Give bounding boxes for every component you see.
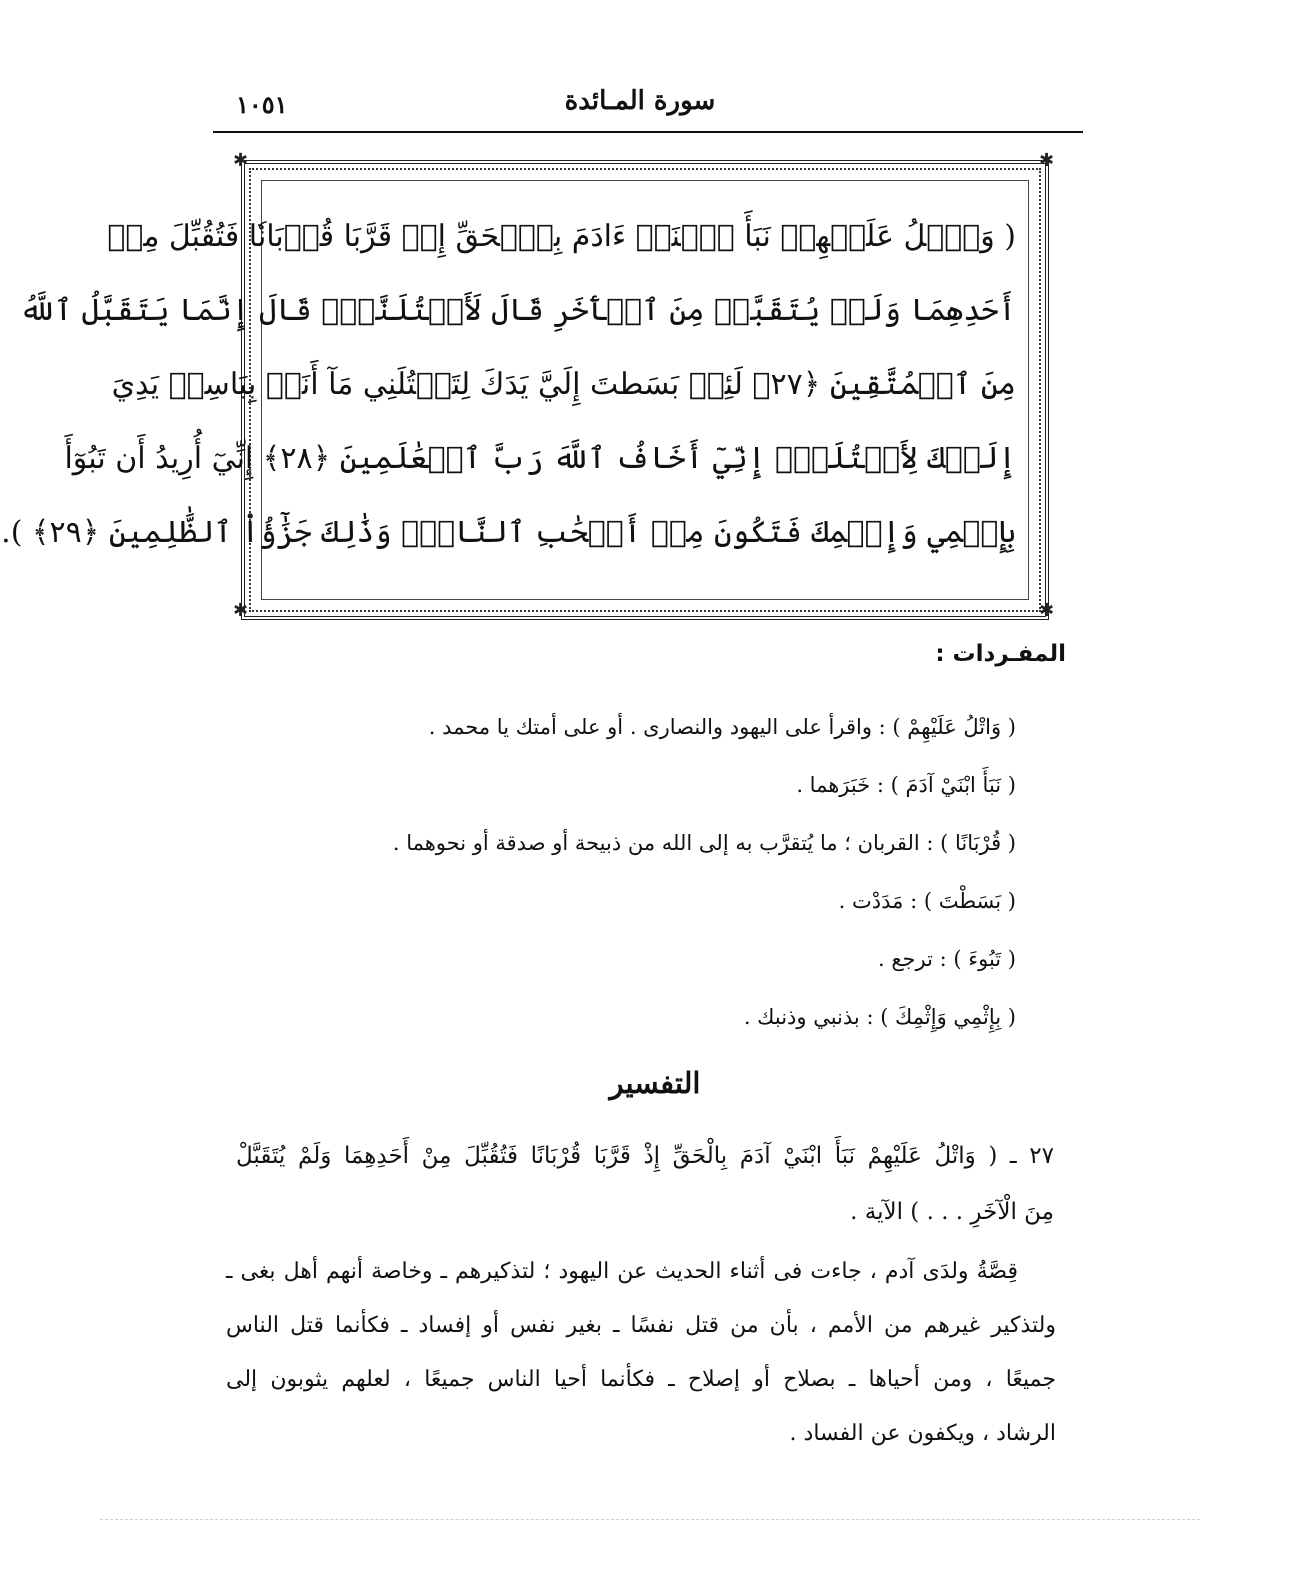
vocabulary-item: ( قُرْبَانًا ) : القربان ؛ ما يُتقرَّب به إلى الله من ذبيحة أو صدقة أو نحوهما . [392, 831, 1016, 855]
frame-corner-ornament: ✱ [1039, 150, 1055, 171]
tafsir-verse-reference [236, 1128, 1054, 1240]
verse-line: مِنَ ٱلۡمُتَّقِينَ ﴿٢٧﴾ لَئِنۢ بَسَطتَ إِلَيَّ يَدَكَ لِتَقۡتُلَنِي مَآ أَنَا۠ بِبَاسِطٖ يَدِيَ [111, 367, 1016, 402]
tafsir-body-line: قِصَّةُ ولدَى آدم ، جاءت فى أثناء الحديث عن اليهود ؛ لتذكيرهم ـ وخاصة أنهم أهل بغى ـ [226, 1259, 1018, 1284]
vocabulary-list [236, 698, 1016, 1046]
scan-artifact-line [100, 1519, 1200, 1522]
frame-corner-ornament: ✱ [1039, 600, 1055, 621]
vocabulary-item: ( تَبُوءَ ) : ترجع . [877, 947, 1016, 971]
quran-verse-text [1, 200, 1016, 590]
tafsir-body-line: ولتذكير غيرهم من الأمم ، بأن من قتل نفسًا ـ بغير نفس أو إفساد ـ فكأنما قتل الناس [226, 1313, 1056, 1338]
frame-corner-ornament: ✱ [233, 600, 249, 621]
verse-line: أَحَدِهِمَا وَلَمۡ يُتَقَبَّلۡ مِنَ ٱلۡأٓخَرِ قَالَ لَأَقۡتُلَنَّكَۖ قَالَ إِنَّمَا يَتَقَبَّلُ ٱللَّهُ [19, 293, 1016, 328]
tafsir-verse-line: ٢٧ ـ ( وَاتْلُ عَلَيْهِمْ نَبَأَ ابْنَيْ آدَمَ بِالْحَقِّ إِذْ قَرَّبَا قُرْبَانًا فَتُقُبِّلَ مِنْ أَحَدِهِمَا وَلَمْ يُتَقَبَّلْ [236, 1143, 1054, 1169]
tafsir-verse-line: مِنَ الْآخَرِ . . . ) الآية . [850, 1199, 1054, 1225]
vocabulary-item: ( وَاتْلُ عَلَيْهِمْ ) : واقرأ على اليهود والنصارى . أو على أمتك يا محمد . [428, 715, 1016, 739]
verse-line: ( وَٱتۡلُ عَلَيۡهِمۡ نَبَأَ ٱبۡنَيۡ ءَادَمَ بِٱلۡحَقِّ إِذۡ قَرَّبَا قُرۡبَانٗا فَتُقُبِّلَ مِنۡ [107, 219, 1016, 254]
frame-corner-ornament: ✱ [233, 150, 249, 171]
page-number: ١٠٥١ [236, 90, 288, 119]
tafsir-body-line: الرشاد ، ويكفون عن الفساد . [789, 1421, 1056, 1446]
tafsir-heading: التفسير [609, 1066, 701, 1100]
tafsir-body-line: جميعًا ، ومن أحياها ـ بصلاح أو إصلاح ـ فكأنما أحيا الناس جميعًا ، لعلهم يثوبون إلى [226, 1367, 1056, 1392]
verse-line: إِلَيۡكَ لِأَقۡتُلَكَۖ إِنِّيٓ أَخَافُ ٱللَّهَ رَبَّ ٱلۡعَٰلَمِينَ ﴿٢٨﴾ إِنِّيٓ أُرِيدُ أَن تَبُوٓأَ [64, 441, 1016, 476]
vocabulary-item: ( بِإِثْمِي وَإِثْمِكَ ) : بذنبي وذنبك . [743, 1005, 1016, 1029]
vocabulary-item: ( بَسَطْتَ ) : مَدَدْت . [838, 889, 1016, 913]
vocabulary-heading: المفـردات : [935, 641, 1066, 667]
tafsir-paragraph [226, 1245, 1056, 1461]
surah-title: سورة المـائدة [564, 86, 716, 116]
header-rule [213, 131, 1083, 133]
verse-line: بِإِثۡمِي وَإِثۡمِكَ فَتَكُونَ مِنۡ أَصۡحَٰبِ ٱلنَّارِۚ وَذَٰلِكَ جَزَٰٓؤُاْ ٱلظَّٰلِمِينَ ﴿٢٩﴾ ). [1, 515, 1016, 550]
vocabulary-item: ( نَبَأَ ابْنَيْ آدَمَ ) : خَبَرَهما . [796, 773, 1016, 797]
